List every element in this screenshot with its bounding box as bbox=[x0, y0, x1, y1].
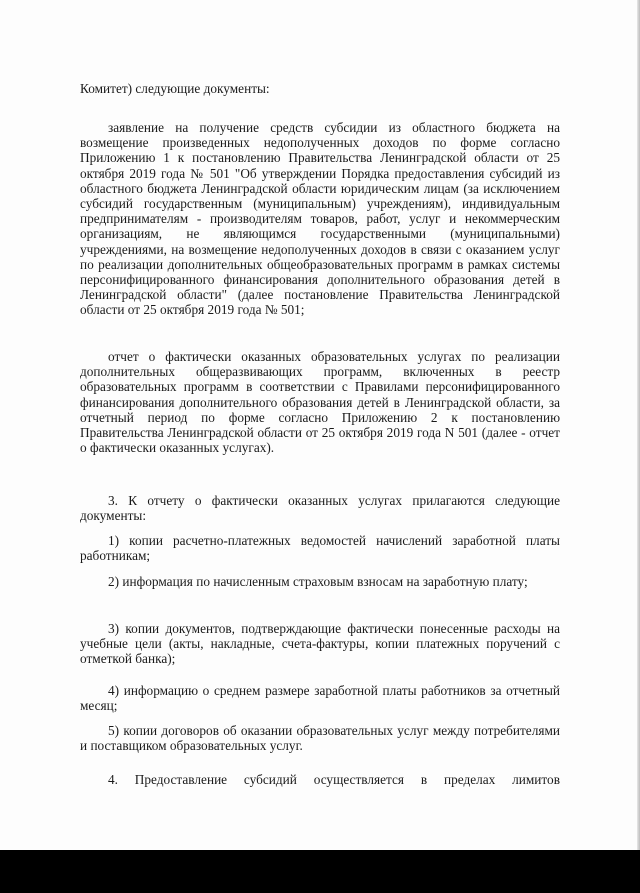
list-item-insurance-info: 2) информация по начисленным страховым взносам на заработную плату; bbox=[108, 574, 528, 589]
paragraph-committee-documents: Комитет) следующие документы: bbox=[80, 81, 270, 96]
scan-black-band bbox=[0, 850, 640, 893]
paragraph-subsidy-application: заявление на получение средств субсидии из областного бюджета на возмещение произведенных недополученных доходов по форме согласно Приложению 1 к постановлению Правительства Ленинградской области от 25 октября 2019 года № 501 "Об утверждении Порядка предоставления субсидий из областного бюджета Ленинградской области юридическим лицам (за исключением субсидий государственным (муниципальным) учреждениям), индивидуальным предпринимателям - производителям товаров, работ, услуг и некоммерческим организациям, не являющимся государственными (муниципальными) учреждениями, на возмещение недополученных доходов в связи с оказанием услуг по реализации дополнительных общеобразовательных программ в рамках системы персонифицированного финансирования дополнительного образования детей в Ленинградской области" (далее постановление Правительства Ленинградской области от 25 октября 2019 года № 501; bbox=[80, 120, 560, 318]
list-item-service-contracts: 5) копии договоров об оказании образовательных услуг между потребителями и поставщиком образовательных услуг. bbox=[80, 723, 560, 754]
list-item-expense-documents: 3) копии документов, подтверждающие фактически понесенные расходы на учебные цели (акты, накладные, счета-фактуры, копии платежных поручений с отметкой банка); bbox=[80, 621, 560, 667]
list-item-payroll-copies: 1) копии расчетно-платежных ведомостей начислений заработной платы работникам; bbox=[80, 533, 560, 564]
paragraph-services-report: отчет о фактически оказанных образовательных услугах по реализации дополнительных общеразвивающих программ, включенных в реестр образовательных программ в соответствии с Правилами персонифицированного финансирования дополнительного образования детей в Ленинградской области, за отчетный период по форме согласно Приложению 2 к постановлению Правительства Ленинградской области от 25 октября 2019 года N 501 (далее - отчет о фактически оказанных услугах). bbox=[80, 349, 560, 456]
paragraph-subsidy-limits: 4. Предоставление субсидий осуществляется в пределах лимитов bbox=[108, 772, 560, 787]
list-item-average-salary: 4) информацию о среднем размере заработной платы работников за отчетный месяц; bbox=[80, 683, 560, 714]
paragraph-report-attachments: 3. К отчету о фактически оказанных услугах прилагаются следующие документы: bbox=[80, 493, 560, 524]
